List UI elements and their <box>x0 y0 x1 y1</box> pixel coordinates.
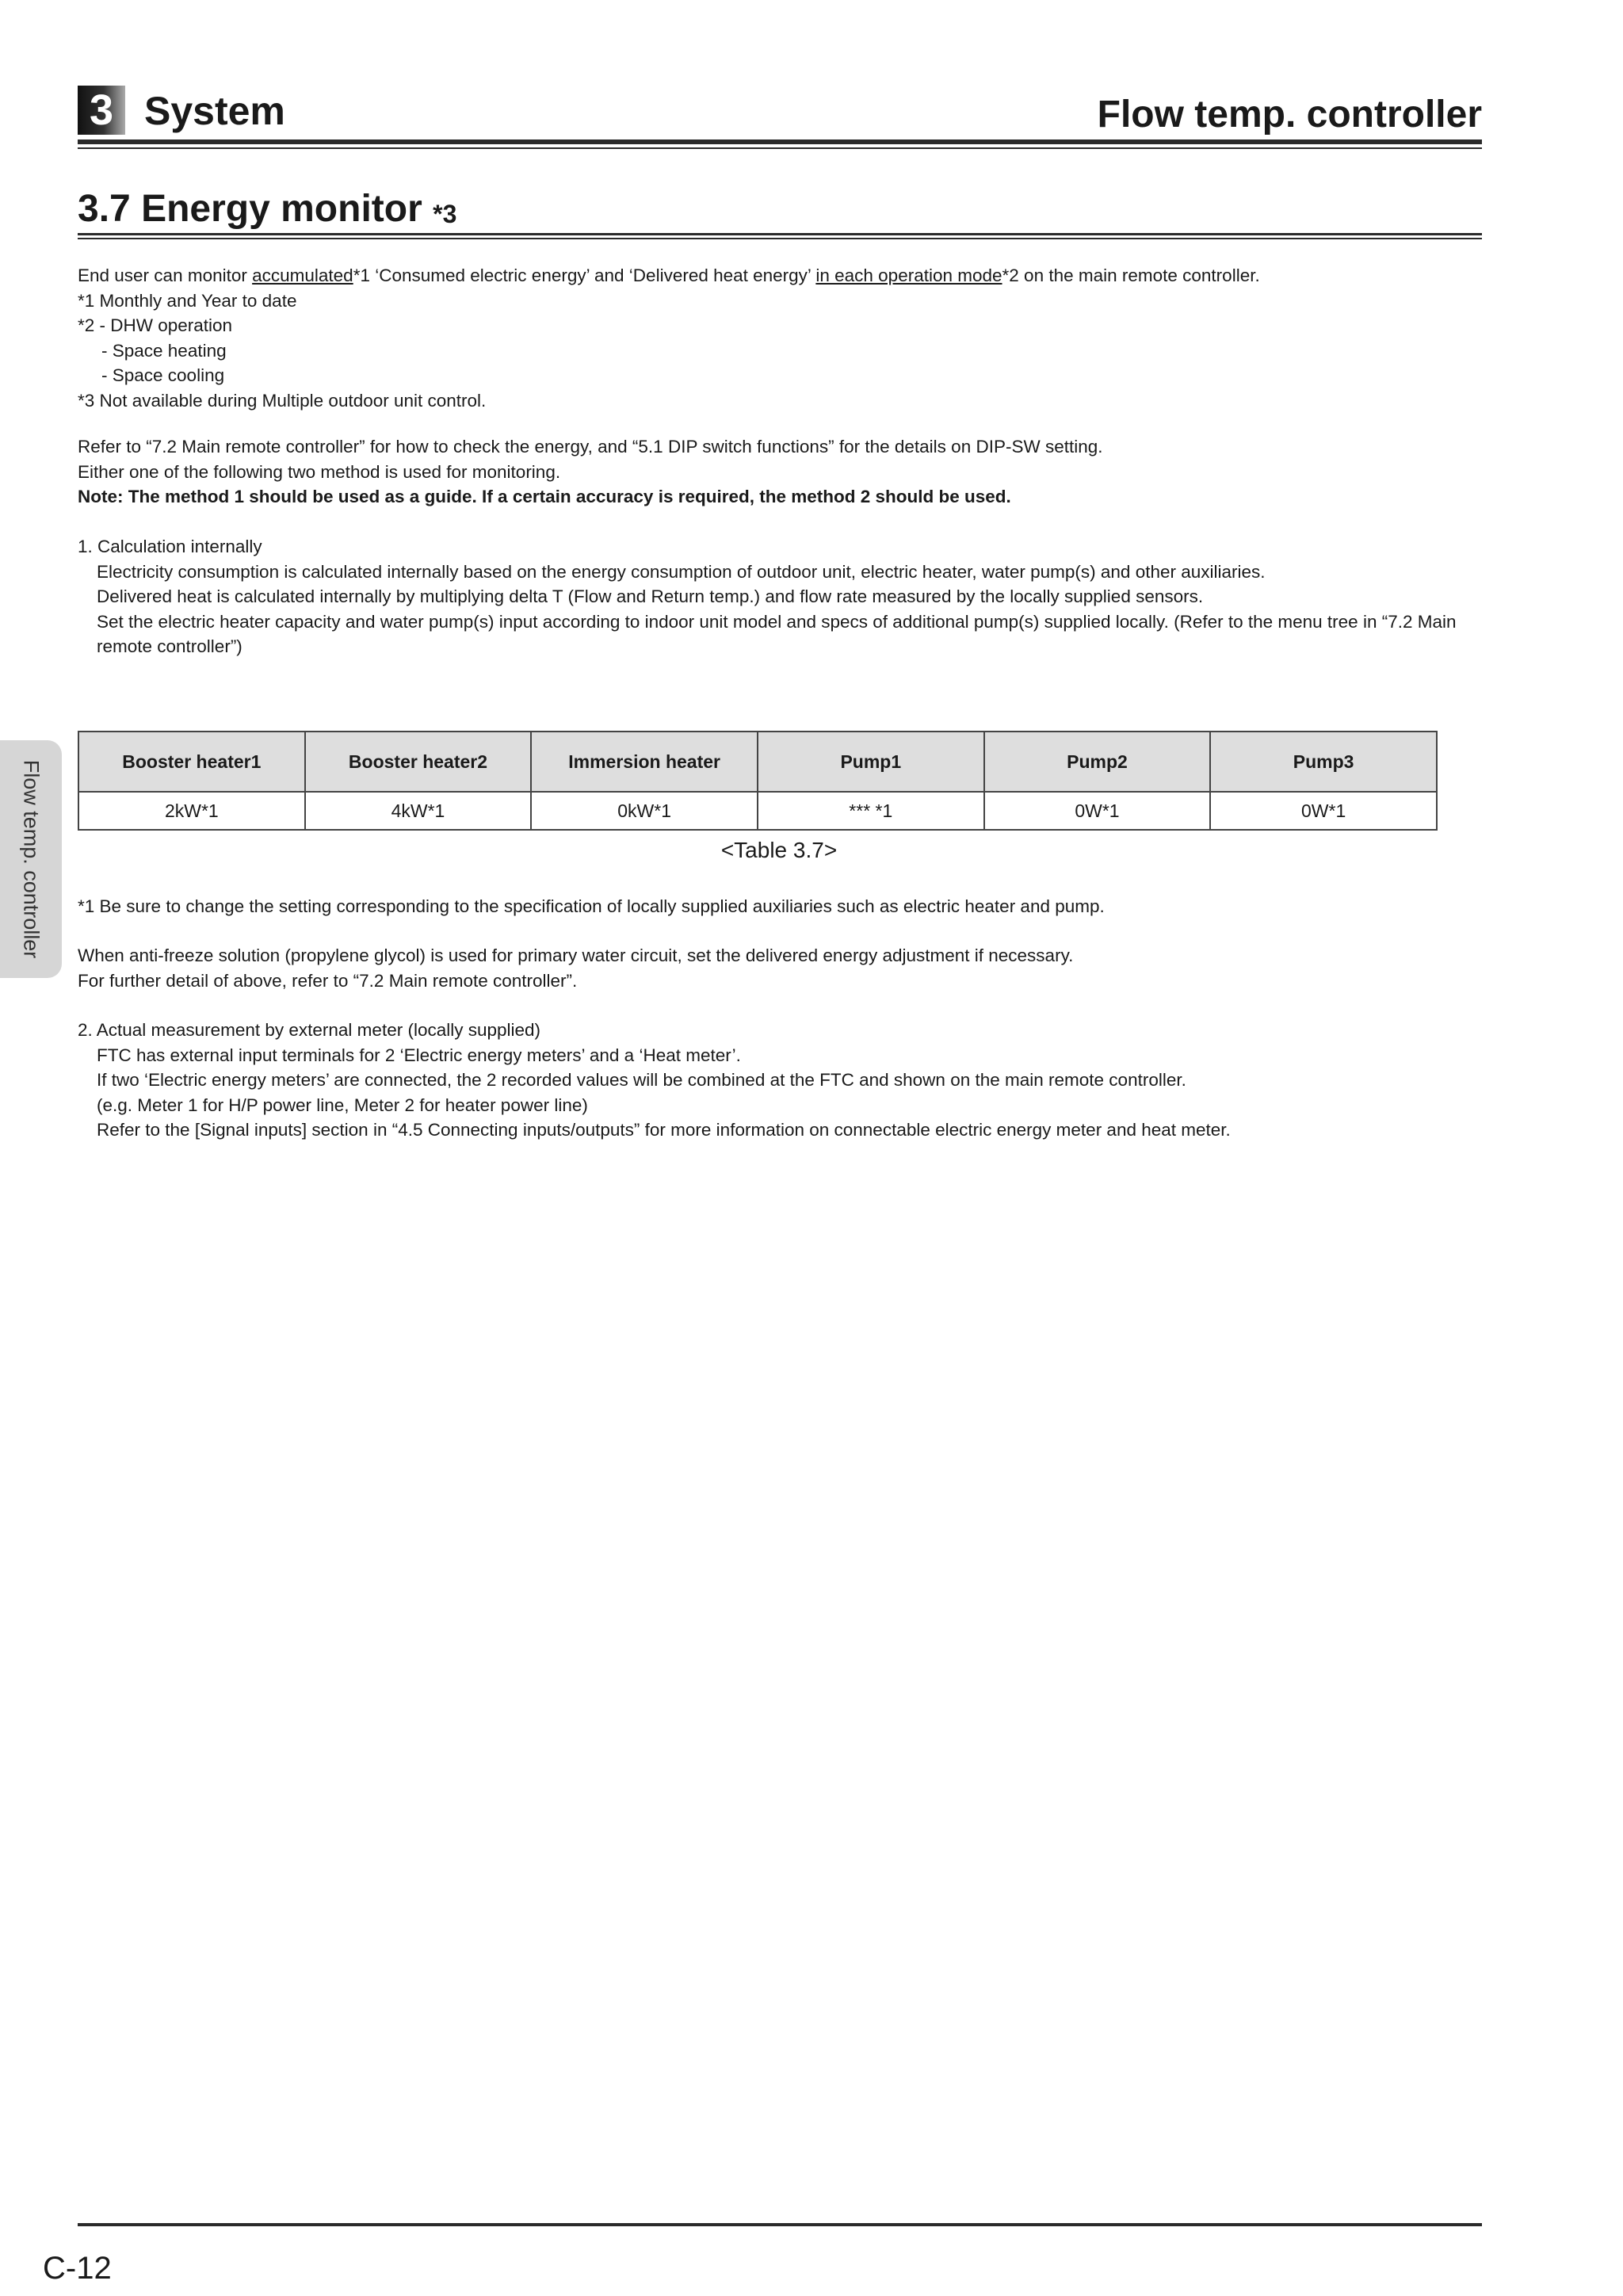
footnote-2-space-heating: - Space heating <box>101 340 227 361</box>
table-row <box>78 792 1437 830</box>
refer-block <box>78 434 1488 510</box>
table-cell: 0kW*1 <box>531 792 758 830</box>
chapter-number-badge: 3 <box>78 86 125 135</box>
refer-line-2: Either one of the following two method is used for monitoring. <box>78 461 561 482</box>
method-2-line-4: Refer to the [Signal inputs] section in “4.5 Connecting inputs/outputs” for more information on connectable electric energy meter and heat meter. <box>97 1120 1231 1140</box>
side-tab-label: Flow temp. controller <box>19 759 44 959</box>
running-title: Flow temp. controller <box>1097 94 1482 136</box>
table-header-cell: Booster heater2 <box>305 732 532 792</box>
footnote-3: *3 Not available during Multiple outdoor unit control. <box>78 390 487 411</box>
section-title-footnote-mark: *3 <box>433 200 457 228</box>
header-rule-thick <box>78 139 1482 144</box>
method-1-block <box>78 534 1488 659</box>
intro-underlined-mode: in each operation mode <box>815 266 1002 285</box>
intro-text-b: *1 ‘Consumed electric energy’ and ‘Delivered heat energy’ <box>353 266 816 285</box>
antifreeze-line-1: When anti-freeze solution (propylene glycol) is used for primary water circuit, set the delivered energy adjustment if necessary. <box>78 946 1074 965</box>
table-cell: 4kW*1 <box>305 792 532 830</box>
chapter-title: System <box>144 89 285 133</box>
table-header-cell: Pump1 <box>758 732 984 792</box>
method-2-line-1: FTC has external input terminals for 2 ‘Electric energy meters’ and a ‘Heat meter’. <box>97 1045 741 1065</box>
table-cell: 0W*1 <box>1210 792 1437 830</box>
header-rule-thin <box>78 147 1482 149</box>
method-2-block <box>78 1018 1488 1143</box>
table-footnote-block <box>78 894 1488 919</box>
table-cell: 0W*1 <box>984 792 1211 830</box>
method-2-line-3: (e.g. Meter 1 for H/P power line, Meter 2 for heater power line) <box>97 1095 588 1115</box>
section-title <box>78 185 456 233</box>
refer-note-bold: Note: The method 1 should be used as a guide. If a certain accuracy is required, the method 2 should be used. <box>78 487 1011 506</box>
intro-line <box>78 263 1488 288</box>
intro-underlined-accumulated: accumulated <box>252 266 353 285</box>
footnote-1: *1 Monthly and Year to date <box>78 290 297 311</box>
footnote-2: *2 - DHW operation <box>78 315 233 335</box>
table-header-row <box>78 732 1437 792</box>
table-header-cell: Immersion heater <box>531 732 758 792</box>
table-header-cell: Booster heater1 <box>78 732 305 792</box>
footer-rule <box>78 2223 1482 2226</box>
antifreeze-line-2: For further detail of above, refer to “7.2 Main remote controller”. <box>78 970 578 991</box>
table-header-cell: Pump2 <box>984 732 1211 792</box>
method-1-heading: 1. Calculation internally <box>78 537 262 556</box>
method-1-line-3: Set the electric heater capacity and water pump(s) input according to indoor unit model and specs of additional pump(s) supplied locally. (Refer to the menu tree in “7.2 Main remote controller”) <box>97 611 1457 656</box>
page-header <box>78 86 1482 141</box>
table-cell: *** *1 <box>758 792 984 830</box>
intro-text-a: End user can monitor <box>78 266 253 285</box>
method-1-line-2: Delivered heat is calculated internally by multiplying delta T (Flow and Return temp.) and flow rate measured by the locally supplied sensors. <box>97 586 1204 606</box>
method-2-line-2: If two ‘Electric energy meters’ are connected, the 2 recorded values will be combined at the FTC and shown on the main remote controller. <box>97 1070 1186 1090</box>
section-rule-2 <box>78 238 1482 239</box>
section-rule-1 <box>78 233 1482 235</box>
table-footnote: *1 Be sure to change the setting corresponding to the specification of locally supplied auxiliaries such as electric heater and pump. <box>78 896 1105 916</box>
table-cell: 2kW*1 <box>78 792 305 830</box>
footnote-2-space-cooling: - Space cooling <box>101 365 225 385</box>
auxiliary-settings-table <box>78 731 1438 831</box>
table-caption: <Table 3.7> <box>720 838 838 862</box>
intro-block <box>78 263 1488 413</box>
method-1-line-1: Electricity consumption is calculated internally based on the energy consumption of outdoor unit, electric heater, water pump(s) and other auxiliaries. <box>97 561 1266 582</box>
method-2-heading: 2. Actual measurement by external meter (locally supplied) <box>78 1020 541 1040</box>
table-header-cell: Pump3 <box>1210 732 1437 792</box>
antifreeze-block <box>78 943 1488 993</box>
section-title-text: 3.7 Energy monitor <box>78 188 422 230</box>
intro-text-c: *2 on the main remote controller. <box>1002 266 1260 285</box>
refer-line-1: Refer to “7.2 Main remote controller” for how to check the energy, and “5.1 DIP switch functions” for the details on DIP-SW setting. <box>78 437 1103 457</box>
page-number: C-12 <box>43 2251 112 2286</box>
